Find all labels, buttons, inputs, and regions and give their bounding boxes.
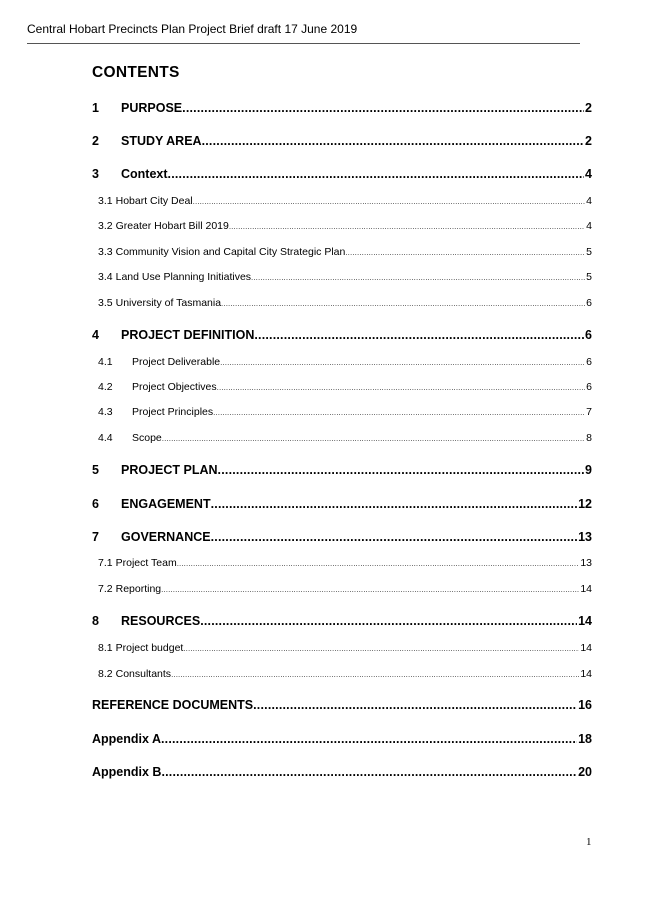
toc-entry-page: 6 (586, 356, 592, 368)
toc-entry-project-principles[interactable] (98, 406, 592, 418)
toc-dot-leader (168, 167, 585, 181)
toc-entry-number: 7.2 (98, 583, 113, 595)
toc-entry-number: 1 (92, 101, 99, 115)
toc-dot-leader (213, 406, 585, 418)
toc-entry-page: 14 (580, 668, 592, 680)
page-number: 1 (586, 836, 592, 848)
toc-dot-leader (211, 530, 578, 544)
toc-entry-page: 2 (585, 101, 592, 115)
toc-entry-page: 8 (586, 432, 592, 444)
running-header: Central Hobart Precincts Plan Project Brief draft 17 June 2019 (27, 22, 358, 36)
toc-entry-label: ENGAGEMENT (121, 497, 211, 511)
toc-dot-leader (177, 557, 580, 569)
toc-entry-page: 6 (586, 297, 592, 309)
toc-dot-leader (345, 246, 585, 258)
toc-dot-leader (171, 668, 579, 680)
toc-entry-number: 4.3 (98, 406, 113, 418)
toc-entry-appendix-b[interactable] (92, 765, 592, 779)
toc-entry-context[interactable] (92, 167, 592, 181)
toc-dot-leader (211, 497, 578, 511)
toc-entry-page: 2 (585, 134, 592, 148)
toc-entry-page: 20 (578, 765, 592, 779)
toc-dot-leader (217, 381, 586, 393)
toc-entry-hobart-city-deal[interactable] (98, 195, 592, 207)
toc-entry-number: 3.1 (98, 195, 113, 207)
toc-entry-label: Project Principles (132, 406, 214, 418)
toc-entry-page: 6 (586, 381, 592, 393)
toc-entry-number: 7.1 (98, 557, 113, 569)
toc-entry-number: 7 (92, 530, 99, 544)
toc-entry-project-budget[interactable] (98, 642, 592, 654)
toc-entry-label: Context (121, 167, 168, 181)
toc-entry-number: 4 (92, 328, 99, 342)
toc-dot-leader (202, 134, 584, 148)
toc-entry-page: 18 (578, 732, 592, 746)
toc-entry-label: Community Vision and Capital City Strategic Plan (115, 246, 346, 258)
toc-entry-page: 4 (586, 195, 592, 207)
toc-entry-project-plan[interactable] (92, 463, 592, 477)
toc-entry-label: Project Deliverable (132, 356, 221, 368)
toc-dot-leader (254, 328, 584, 342)
toc-entry-page: 5 (586, 271, 592, 283)
toc-dot-leader (253, 698, 577, 712)
toc-entry-number: 3 (92, 167, 99, 181)
toc-entry-number: 8.2 (98, 668, 113, 680)
toc-entry-project-objectives[interactable] (98, 381, 592, 393)
toc-entry-number: 3.4 (98, 271, 113, 283)
toc-entry-number: 3.5 (98, 297, 113, 309)
toc-dot-leader (161, 732, 577, 746)
toc-entry-project-definition[interactable] (92, 328, 592, 342)
toc-entry-number: 8 (92, 614, 99, 628)
toc-dot-leader (251, 271, 585, 283)
toc-entry-label: Greater Hobart Bill 2019 (115, 220, 229, 232)
toc-entry-page: 4 (586, 220, 592, 232)
toc-dot-leader (221, 297, 585, 309)
toc-entry-university-of-tasmania[interactable] (98, 297, 592, 309)
toc-entry-label: Consultants (115, 668, 172, 680)
toc-entry-number: 3.2 (98, 220, 113, 232)
toc-entry-purpose[interactable] (92, 101, 592, 115)
toc-entry-label: Land Use Planning Initiatives (115, 271, 252, 283)
toc-dot-leader (162, 432, 585, 444)
toc-entry-number: 2 (92, 134, 99, 148)
toc-entry-label: RESOURCES (121, 614, 201, 628)
toc-entry-number: 5 (92, 463, 99, 477)
toc-entry-page: 12 (578, 497, 592, 511)
toc-entry-label: Project budget (115, 642, 184, 654)
toc-entry-number: 4.2 (98, 381, 113, 393)
toc-dot-leader (200, 614, 577, 628)
toc-entry-label: Appendix B (92, 765, 162, 779)
toc-entry-number: 8.1 (98, 642, 113, 654)
toc-entry-page: 6 (585, 328, 592, 342)
toc-entry-number: 6 (92, 497, 99, 511)
toc-entry-consultants[interactable] (98, 668, 592, 680)
toc-entry-study-area[interactable] (92, 134, 592, 148)
toc-dot-leader (193, 195, 586, 207)
toc-entry-label: STUDY AREA (121, 134, 202, 148)
toc-entry-page: 7 (586, 406, 592, 418)
toc-entry-project-team[interactable] (98, 557, 592, 569)
toc-entry-appendix-a[interactable] (92, 732, 592, 746)
toc-entry-community-vision[interactable] (98, 246, 592, 258)
toc-dot-leader (220, 356, 585, 368)
toc-entry-label: PURPOSE (121, 101, 183, 115)
toc-entry-label: Scope (132, 432, 162, 444)
header-rule (27, 43, 580, 44)
toc-entry-label: Project Objectives (132, 381, 217, 393)
toc-entry-number: 4.4 (98, 432, 113, 444)
toc-entry-reporting[interactable] (98, 583, 592, 595)
toc-entry-page: 9 (585, 463, 592, 477)
toc-dot-leader (161, 765, 577, 779)
toc-title: CONTENTS (92, 64, 180, 81)
toc-entry-project-deliverable[interactable] (98, 356, 592, 368)
toc-entry-reference-documents[interactable] (92, 698, 592, 712)
toc-entry-label: GOVERNANCE (121, 530, 211, 544)
toc-entry-resources[interactable] (92, 614, 592, 628)
toc-entry-page: 13 (578, 530, 592, 544)
toc-entry-label: PROJECT PLAN (121, 463, 218, 477)
toc-entry-page: 14 (580, 583, 592, 595)
toc-entry-page: 14 (580, 642, 592, 654)
toc-dot-leader (229, 220, 585, 232)
toc-entry-label: Hobart City Deal (115, 195, 193, 207)
toc-entry-greater-hobart-bill[interactable] (98, 220, 592, 232)
toc-entry-label: Reporting (115, 583, 162, 595)
toc-entry-label: Project Team (115, 557, 177, 569)
toc-entry-label: Appendix A (92, 732, 161, 746)
toc-entry-number: 4.1 (98, 356, 113, 368)
toc-entry-label: University of Tasmania (115, 297, 222, 309)
toc-entry-page: 13 (580, 557, 592, 569)
toc-entry-engagement[interactable] (92, 497, 592, 511)
toc-entry-governance[interactable] (92, 530, 592, 544)
toc-entry-number: 3.3 (98, 246, 113, 258)
toc-entry-page: 16 (578, 698, 592, 712)
toc-dot-leader (182, 101, 584, 115)
toc-entry-label: PROJECT DEFINITION (121, 328, 255, 342)
toc-dot-leader (161, 583, 579, 595)
toc-entry-land-use-planning[interactable] (98, 271, 592, 283)
toc-dot-leader (183, 642, 579, 654)
toc-entry-scope[interactable] (98, 432, 592, 444)
toc-entry-label: REFERENCE DOCUMENTS (92, 698, 254, 712)
toc-entry-page: 4 (585, 167, 592, 181)
toc-dot-leader (218, 463, 585, 477)
toc-entry-page: 5 (586, 246, 592, 258)
toc-entry-page: 14 (578, 614, 592, 628)
